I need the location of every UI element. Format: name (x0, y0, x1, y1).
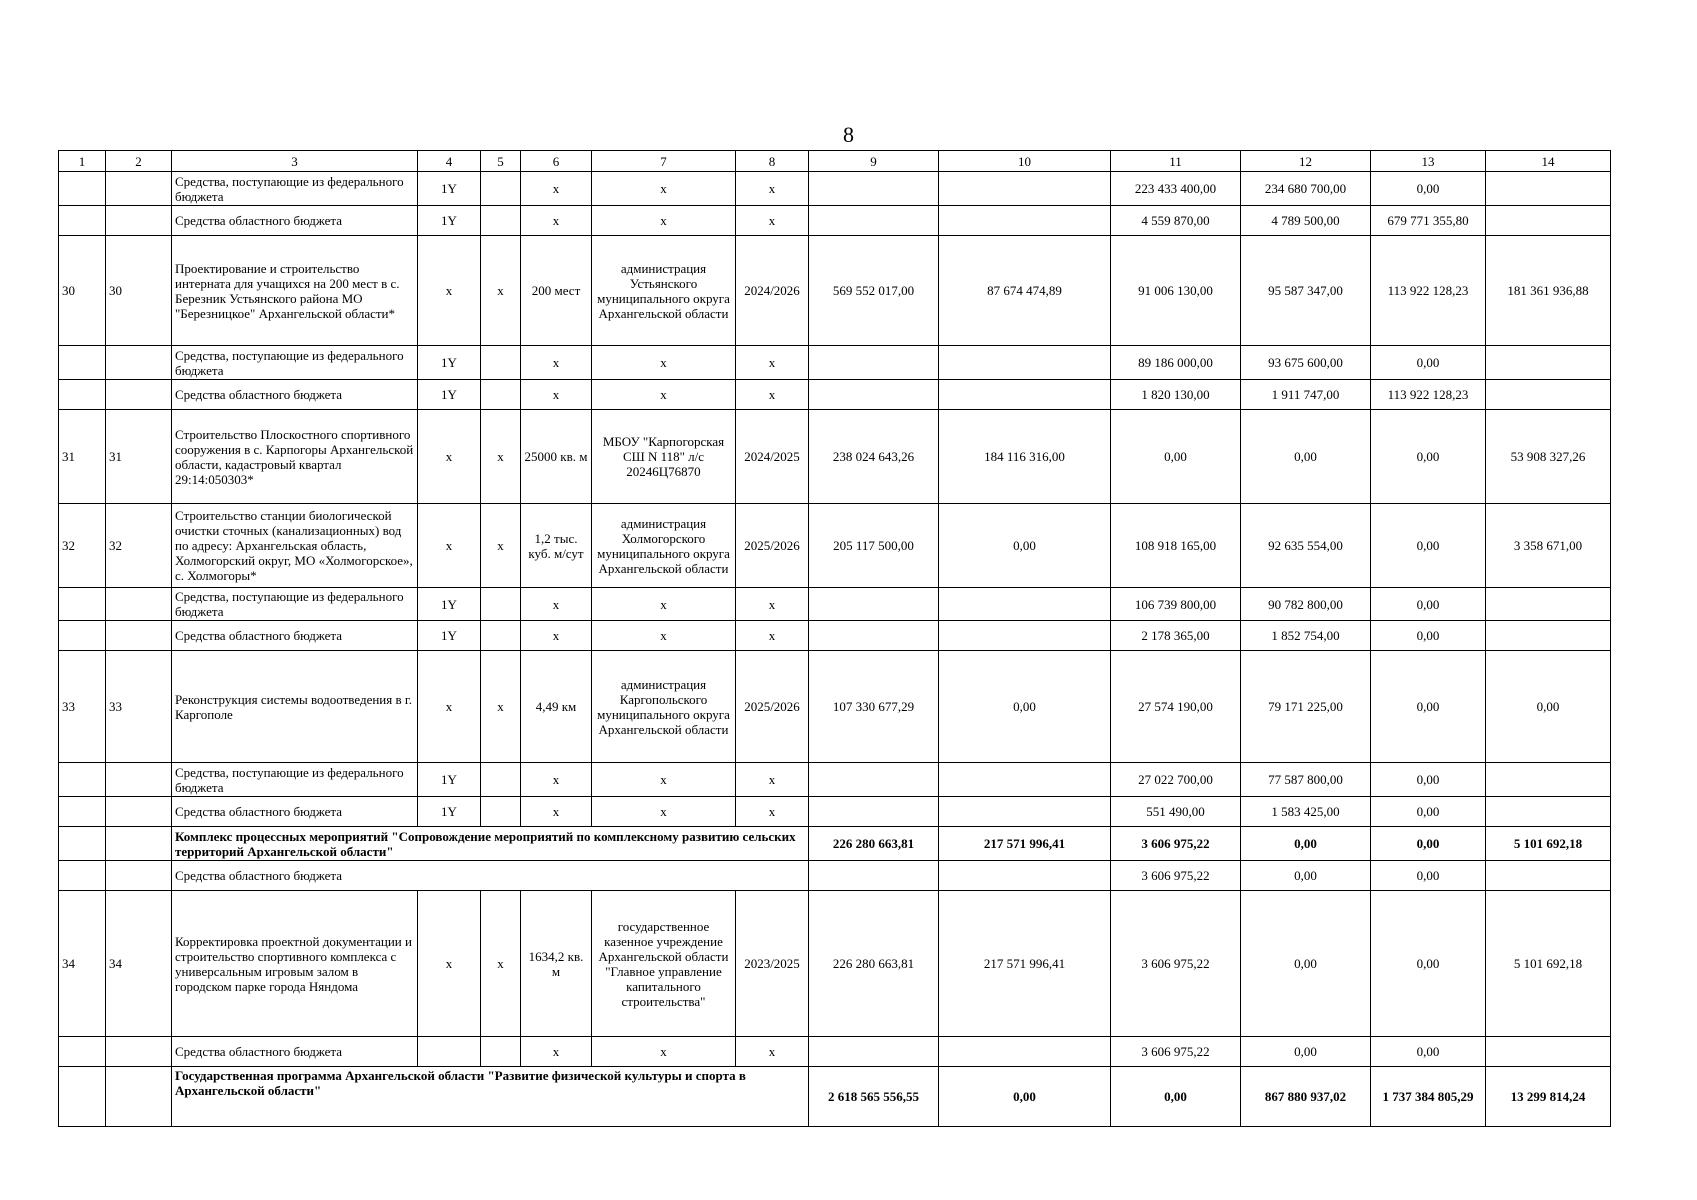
cell-c13: 0,00 (1371, 504, 1486, 588)
table-row (59, 410, 1611, 504)
table-row (59, 891, 1611, 1037)
cell-c10: 217 571 996,41 (939, 827, 1111, 861)
cell-c1: 33 (59, 651, 106, 763)
cell-c10 (939, 797, 1111, 827)
cell-c11: 27 574 190,00 (1111, 651, 1241, 763)
cell-c2 (106, 346, 172, 380)
row-name: Государственная программа Архангельской области "Развитие физической культуры и спорта в Архангельской области" (172, 1067, 809, 1127)
cell-c10 (939, 621, 1111, 651)
cell-c11: 89 186 000,00 (1111, 346, 1241, 380)
cell-null (106, 861, 172, 891)
row-name: Реконструкция системы водоотведения в г. Каргополе (172, 651, 418, 763)
cell-c14: 13 299 814,24 (1486, 1067, 1611, 1127)
cell-c1: 31 (59, 410, 106, 504)
cell-c6: 4,49 км (521, 651, 592, 763)
cell-c11: 3 606 975,22 (1111, 1037, 1241, 1067)
cell-c4: x (418, 504, 481, 588)
row-name: Средства областного бюджета (172, 621, 418, 651)
cell-c14 (1486, 346, 1611, 380)
cell-c5: x (481, 236, 521, 346)
cell-c7: x (592, 763, 736, 797)
cell-c11: 551 490,00 (1111, 797, 1241, 827)
cell-c8: x (736, 797, 809, 827)
cell-c1 (59, 621, 106, 651)
cell-c12: 0,00 (1241, 891, 1371, 1037)
cell-c4: x (418, 651, 481, 763)
cell-null (106, 827, 172, 861)
cell-c2 (106, 380, 172, 410)
cell-c10 (939, 588, 1111, 621)
cell-c9: 226 280 663,81 (809, 827, 939, 861)
row-name: Средства, поступающие из федерального бюджета (172, 588, 418, 621)
table-row (59, 588, 1611, 621)
cell-c12: 1 583 425,00 (1241, 797, 1371, 827)
cell-c7: x (592, 206, 736, 236)
cell-c4 (418, 1037, 481, 1067)
row-name: Средства областного бюджета (172, 861, 809, 891)
cell-c11: 91 006 130,00 (1111, 236, 1241, 346)
cell-c6: x (521, 588, 592, 621)
cell-c14 (1486, 763, 1611, 797)
cell-c9 (809, 380, 939, 410)
column-header: 3 (172, 151, 418, 172)
cell-c5: x (481, 504, 521, 588)
cell-c2 (106, 206, 172, 236)
cell-c5 (481, 346, 521, 380)
cell-c7: x (592, 1037, 736, 1067)
cell-c2 (106, 763, 172, 797)
cell-c1: 34 (59, 891, 106, 1037)
cell-c2 (106, 797, 172, 827)
cell-c12: 0,00 (1241, 1037, 1371, 1067)
cell-c6: 25000 кв. м (521, 410, 592, 504)
cell-null (59, 827, 106, 861)
cell-c5 (481, 380, 521, 410)
cell-c8: 2025/2026 (736, 651, 809, 763)
cell-c9 (809, 206, 939, 236)
cell-c8: x (736, 763, 809, 797)
cell-c10: 0,00 (939, 1067, 1111, 1127)
cell-c14 (1486, 206, 1611, 236)
cell-c5: x (481, 651, 521, 763)
row-name: Средства областного бюджета (172, 797, 418, 827)
row-name: Средства областного бюджета (172, 1037, 418, 1067)
row-name: Строительство станции биологической очистки сточных (канализационных) вод по адресу: Архангельская область, Холмогорский округ, МО «Холмогорское», с. Холмогоры* (172, 504, 418, 588)
cell-c11: 3 606 975,22 (1111, 827, 1241, 861)
cell-c11: 106 739 800,00 (1111, 588, 1241, 621)
column-header: 9 (809, 151, 939, 172)
cell-c4: 1Y (418, 621, 481, 651)
cell-c11: 4 559 870,00 (1111, 206, 1241, 236)
cell-c7: x (592, 588, 736, 621)
cell-c9 (809, 1037, 939, 1067)
cell-c9: 569 552 017,00 (809, 236, 939, 346)
cell-c6: x (521, 346, 592, 380)
cell-c13: 0,00 (1371, 588, 1486, 621)
column-header: 8 (736, 151, 809, 172)
cell-c2 (106, 172, 172, 206)
cell-c13: 0,00 (1371, 797, 1486, 827)
cell-c14: 0,00 (1486, 651, 1611, 763)
cell-c10 (939, 1037, 1111, 1067)
cell-c10: 217 571 996,41 (939, 891, 1111, 1037)
cell-c1: 32 (59, 504, 106, 588)
cell-c14: 5 101 692,18 (1486, 827, 1611, 861)
cell-c11: 1 820 130,00 (1111, 380, 1241, 410)
cell-c6: 1634,2 кв. м (521, 891, 592, 1037)
cell-c14 (1486, 621, 1611, 651)
row-name: Средства, поступающие из федерального бюджета (172, 172, 418, 206)
table-row (59, 1067, 1611, 1127)
table-row (59, 504, 1611, 588)
cell-c10: 87 674 474,89 (939, 236, 1111, 346)
cell-c12: 79 171 225,00 (1241, 651, 1371, 763)
cell-c13: 0,00 (1371, 410, 1486, 504)
row-name: Средства, поступающие из федерального бюджета (172, 346, 418, 380)
table-row (59, 236, 1611, 346)
cell-c2 (106, 1037, 172, 1067)
cell-c1 (59, 588, 106, 621)
cell-c4: 1Y (418, 380, 481, 410)
cell-c12: 234 680 700,00 (1241, 172, 1371, 206)
cell-c7: x (592, 380, 736, 410)
cell-c7: x (592, 797, 736, 827)
table-row (59, 172, 1611, 206)
cell-c8: x (736, 172, 809, 206)
cell-c13: 1 737 384 805,29 (1371, 1067, 1486, 1127)
cell-c2: 33 (106, 651, 172, 763)
column-header: 5 (481, 151, 521, 172)
cell-c10 (939, 346, 1111, 380)
cell-c5 (481, 206, 521, 236)
cell-c12: 0,00 (1241, 861, 1371, 891)
row-name: Средства областного бюджета (172, 206, 418, 236)
cell-c4: x (418, 236, 481, 346)
cell-c5 (481, 1037, 521, 1067)
cell-c4: 1Y (418, 346, 481, 380)
column-header: 14 (1486, 151, 1611, 172)
cell-c9 (809, 861, 939, 891)
cell-c1 (59, 346, 106, 380)
cell-c12: 0,00 (1241, 410, 1371, 504)
cell-c6: x (521, 206, 592, 236)
cell-c11: 3 606 975,22 (1111, 861, 1241, 891)
cell-c9 (809, 588, 939, 621)
cell-c1 (59, 763, 106, 797)
cell-c14 (1486, 1037, 1611, 1067)
column-header: 4 (418, 151, 481, 172)
cell-c4: x (418, 410, 481, 504)
cell-c8: 2024/2025 (736, 410, 809, 504)
cell-c12: 1 911 747,00 (1241, 380, 1371, 410)
row-name: Средства областного бюджета (172, 380, 418, 410)
cell-c11: 0,00 (1111, 1067, 1241, 1127)
table-row (59, 621, 1611, 651)
cell-c14 (1486, 861, 1611, 891)
cell-c10 (939, 380, 1111, 410)
column-header: 13 (1371, 151, 1486, 172)
cell-c12: 95 587 347,00 (1241, 236, 1371, 346)
cell-c5 (481, 172, 521, 206)
cell-c13: 679 771 355,80 (1371, 206, 1486, 236)
cell-c14: 5 101 692,18 (1486, 891, 1611, 1037)
cell-c12: 77 587 800,00 (1241, 763, 1371, 797)
cell-c6: x (521, 797, 592, 827)
cell-c4: 1Y (418, 206, 481, 236)
header-row (59, 151, 1611, 172)
cell-c9: 226 280 663,81 (809, 891, 939, 1037)
cell-null (59, 861, 106, 891)
table-row (59, 763, 1611, 797)
cell-c7: x (592, 621, 736, 651)
cell-c2 (106, 588, 172, 621)
cell-c2: 30 (106, 236, 172, 346)
cell-c13: 0,00 (1371, 172, 1486, 206)
cell-c5 (481, 763, 521, 797)
cell-c6: 200 мест (521, 236, 592, 346)
cell-c14 (1486, 797, 1611, 827)
column-header: 2 (106, 151, 172, 172)
table-row (59, 1037, 1611, 1067)
table-row (59, 346, 1611, 380)
cell-null (59, 1067, 106, 1127)
column-header: 7 (592, 151, 736, 172)
page-number: 8 (843, 122, 854, 147)
cell-c8: 2024/2026 (736, 236, 809, 346)
cell-c5: x (481, 891, 521, 1037)
cell-c13: 0,00 (1371, 763, 1486, 797)
cell-c14: 53 908 327,26 (1486, 410, 1611, 504)
column-header: 6 (521, 151, 592, 172)
cell-c4: 1Y (418, 588, 481, 621)
cell-c6: 1,2 тыс. куб. м/сут (521, 504, 592, 588)
cell-c8: x (736, 588, 809, 621)
cell-c1 (59, 797, 106, 827)
cell-c9 (809, 172, 939, 206)
cell-c6: x (521, 621, 592, 651)
cell-c14 (1486, 588, 1611, 621)
cell-c6: x (521, 1037, 592, 1067)
cell-c11: 223 433 400,00 (1111, 172, 1241, 206)
cell-c9 (809, 621, 939, 651)
cell-c2: 32 (106, 504, 172, 588)
column-header: 11 (1111, 151, 1241, 172)
cell-c13: 0,00 (1371, 1037, 1486, 1067)
column-header: 1 (59, 151, 106, 172)
cell-c10: 0,00 (939, 504, 1111, 588)
cell-c8: x (736, 1037, 809, 1067)
cell-c13: 0,00 (1371, 621, 1486, 651)
cell-c9: 107 330 677,29 (809, 651, 939, 763)
row-name: Комплекс процессных мероприятий "Сопровождение мероприятий по комплексному развитию сельских территорий Архангельской области" (172, 827, 809, 861)
cell-c5 (481, 621, 521, 651)
cell-c1 (59, 380, 106, 410)
cell-c4: 1Y (418, 172, 481, 206)
cell-c6: x (521, 763, 592, 797)
cell-c7: x (592, 172, 736, 206)
cell-c2 (106, 621, 172, 651)
cell-c14 (1486, 380, 1611, 410)
cell-c4: 1Y (418, 763, 481, 797)
cell-c1 (59, 206, 106, 236)
cell-c13: 0,00 (1371, 861, 1486, 891)
cell-c9: 2 618 565 556,55 (809, 1067, 939, 1127)
cell-c8: 2025/2026 (736, 504, 809, 588)
cell-c7: администрация Каргопольского муниципального округа Архангельской области (592, 651, 736, 763)
cell-c13: 0,00 (1371, 651, 1486, 763)
row-name: Средства, поступающие из федерального бюджета (172, 763, 418, 797)
cell-c10 (939, 763, 1111, 797)
cell-c12: 90 782 800,00 (1241, 588, 1371, 621)
cell-c8: x (736, 380, 809, 410)
cell-c12: 1 852 754,00 (1241, 621, 1371, 651)
cell-c9 (809, 797, 939, 827)
cell-c12: 93 675 600,00 (1241, 346, 1371, 380)
cell-c7: МБОУ "Карпогорская СШ N 118" л/с 20246Ц76870 (592, 410, 736, 504)
cell-c10: 184 116 316,00 (939, 410, 1111, 504)
table-row (59, 206, 1611, 236)
cell-c12: 92 635 554,00 (1241, 504, 1371, 588)
cell-c11: 0,00 (1111, 410, 1241, 504)
cell-c4: 1Y (418, 797, 481, 827)
cell-c9 (809, 763, 939, 797)
cell-c4: x (418, 891, 481, 1037)
cell-c12: 4 789 500,00 (1241, 206, 1371, 236)
cell-c14: 3 358 671,00 (1486, 504, 1611, 588)
cell-c1 (59, 172, 106, 206)
cell-c2: 34 (106, 891, 172, 1037)
row-name: Корректировка проектной документации и строительство спортивного комплекса с универсальным игровым залом в городском парке города Няндома (172, 891, 418, 1037)
cell-c13: 0,00 (1371, 891, 1486, 1037)
cell-c12: 0,00 (1241, 827, 1371, 861)
cell-c5 (481, 797, 521, 827)
cell-c1: 30 (59, 236, 106, 346)
cell-c5: x (481, 410, 521, 504)
cell-c7: государственное казенное учреждение Архангельской области "Главное управление капитального строительства" (592, 891, 736, 1037)
row-name: Строительство Плоскостного спортивного сооружения в с. Карпогоры Архангельской области, кадастровый квартал 29:14:050303* (172, 410, 418, 504)
cell-c8: x (736, 346, 809, 380)
cell-c6: x (521, 172, 592, 206)
column-header: 12 (1241, 151, 1371, 172)
cell-c8: 2023/2025 (736, 891, 809, 1037)
cell-c13: 0,00 (1371, 346, 1486, 380)
cell-c11: 108 918 165,00 (1111, 504, 1241, 588)
cell-c10 (939, 172, 1111, 206)
cell-c8: x (736, 206, 809, 236)
cell-c6: x (521, 380, 592, 410)
cell-c9 (809, 346, 939, 380)
table-row (59, 797, 1611, 827)
cell-c11: 2 178 365,00 (1111, 621, 1241, 651)
table-row (59, 651, 1611, 763)
table-row (59, 827, 1611, 861)
cell-c1 (59, 1037, 106, 1067)
cell-c7: x (592, 346, 736, 380)
cell-null (106, 1067, 172, 1127)
cell-c10 (939, 206, 1111, 236)
cell-c2: 31 (106, 410, 172, 504)
cell-c10 (939, 861, 1111, 891)
cell-c13: 0,00 (1371, 827, 1486, 861)
cell-c9: 205 117 500,00 (809, 504, 939, 588)
cell-c5 (481, 588, 521, 621)
cell-c12: 867 880 937,02 (1241, 1067, 1371, 1127)
cell-c13: 113 922 128,23 (1371, 380, 1486, 410)
cell-c11: 27 022 700,00 (1111, 763, 1241, 797)
cell-c8: x (736, 621, 809, 651)
row-name: Проектирование и строительство интерната для учащихся на 200 мест в с. Березник Устьянского района МО "Березницкое" Архангельской области* (172, 236, 418, 346)
cell-c7: администрация Устьянского муниципального округа Архангельской области (592, 236, 736, 346)
cell-c13: 113 922 128,23 (1371, 236, 1486, 346)
cell-c10: 0,00 (939, 651, 1111, 763)
table-row (59, 380, 1611, 410)
table-row (59, 861, 1611, 891)
cell-c14: 181 361 936,88 (1486, 236, 1611, 346)
cell-c11: 3 606 975,22 (1111, 891, 1241, 1037)
cell-c7: администрация Холмогорского муниципального округа Архангельской области (592, 504, 736, 588)
cell-c9: 238 024 643,26 (809, 410, 939, 504)
table-body (59, 151, 1611, 1127)
cell-c14 (1486, 172, 1611, 206)
column-header: 10 (939, 151, 1111, 172)
budget-table (58, 150, 1611, 1127)
